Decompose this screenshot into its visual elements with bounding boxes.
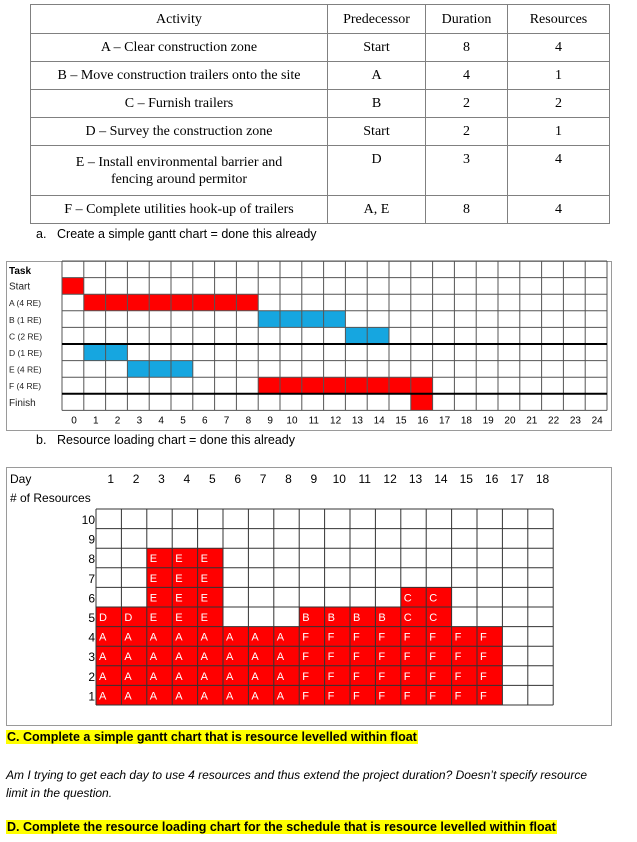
- resource-day-label: 2: [132, 472, 140, 486]
- gantt-day-label: 1: [93, 415, 99, 427]
- resource-cell-letter: E: [200, 572, 208, 585]
- item-b-text: Resource loading chart = done this already: [57, 433, 295, 447]
- resources-cell: 4: [508, 196, 610, 224]
- gantt-day-label: 13: [351, 415, 363, 427]
- resource-cell-letter: F: [378, 670, 386, 683]
- gantt-day-label: 11: [308, 415, 319, 427]
- resource-day-label: 9: [310, 472, 318, 486]
- gantt-task-label: D (1 RE): [9, 348, 43, 358]
- resource-cell-letter: F: [403, 690, 411, 703]
- gantt-task-label: C (2 RE): [9, 331, 43, 342]
- gantt-task-label: Finish: [9, 397, 36, 409]
- resource-cell-letter: F: [378, 631, 386, 644]
- gantt-day-label: 2: [114, 415, 121, 427]
- gantt-day-label: 12: [330, 415, 342, 427]
- gantt-task-label: B (1 RE): [9, 314, 42, 325]
- gantt-day-label: 15: [395, 415, 407, 427]
- resource-day-label: 18: [535, 472, 550, 486]
- resource-cell-letter: F: [353, 651, 360, 664]
- resource-cell-letter: F: [429, 690, 436, 703]
- resource-cell-letter: F: [403, 670, 411, 683]
- day-label: Day: [10, 472, 32, 486]
- resource-cell-letter: A: [226, 651, 234, 664]
- resource-day-label: 15: [459, 472, 473, 486]
- gantt-task-label: Start: [9, 281, 31, 293]
- resource-cell-letter: A: [149, 651, 158, 664]
- resource-cell-letter: F: [429, 670, 436, 683]
- resource-day-label: 8: [285, 472, 292, 486]
- duration-cell: 3: [426, 146, 508, 196]
- activity-cell: B – Move construction trailers onto the site: [31, 62, 328, 90]
- resource-day-label: 4: [183, 472, 191, 486]
- resource-cell-letter: E: [175, 572, 183, 585]
- resource-level-label: 5: [88, 611, 95, 625]
- resource-cell-letter: A: [200, 690, 208, 703]
- gantt-task-label: F (4 RE): [9, 381, 42, 392]
- gantt-day-label: 23: [569, 415, 581, 427]
- resource-cell-letter: A: [149, 690, 158, 703]
- resource-cell-letter: F: [454, 690, 462, 703]
- resource-day-label: 13: [408, 472, 423, 486]
- resources-cell: 2: [508, 90, 610, 118]
- resource-cell-letter: F: [327, 690, 335, 703]
- resource-cell-letter: C: [429, 612, 438, 624]
- resource-cell-letter: A: [251, 651, 259, 664]
- activity-cell: A – Clear construction zone: [31, 34, 328, 62]
- resource-cell-letter: A: [276, 670, 285, 683]
- resource-cell-letter: F: [353, 690, 360, 703]
- resource-cell-letter: A: [251, 631, 259, 644]
- resource-cell-letter: A: [99, 631, 107, 644]
- resource-cell-letter: A: [226, 690, 234, 703]
- predecessor-cell: B: [328, 90, 426, 118]
- gantt-day-label: 16: [417, 415, 429, 427]
- resource-cell-letter: A: [175, 631, 183, 644]
- resource-cell-letter: A: [99, 670, 107, 683]
- resource-cell-letter: A: [276, 690, 285, 703]
- gantt-day-label: 0: [71, 415, 77, 427]
- resource-cell-letter: A: [175, 670, 183, 683]
- gantt-day-label: 20: [504, 415, 516, 427]
- resource-cell-letter: F: [353, 670, 360, 683]
- activity-cell: F – Complete utilities hook-up of trailers: [31, 196, 328, 224]
- resource-cell-letter: E: [175, 592, 183, 605]
- predecessor-cell: D: [328, 146, 426, 196]
- resource-cell-letter: E: [175, 612, 183, 624]
- header-duration: Duration: [426, 5, 508, 34]
- header-resources: Resources: [508, 5, 610, 34]
- resource-cell-letter: B: [378, 612, 386, 624]
- resource-day-label: 10: [332, 472, 346, 486]
- resource-day-label: 17: [510, 472, 524, 486]
- resource-cell-letter: A: [175, 651, 183, 664]
- resource-cell-letter: A: [226, 670, 234, 683]
- resource-cell-letter: F: [353, 631, 360, 644]
- resource-cell-letter: B: [302, 612, 310, 624]
- activity-cell: C – Furnish trailers: [31, 90, 328, 118]
- resources-label: # of Resources: [10, 491, 91, 505]
- resource-cell-letter: F: [480, 651, 487, 664]
- resources-cell: 4: [508, 146, 610, 196]
- resource-cell-letter: A: [200, 651, 208, 664]
- resource-level-label: 9: [88, 532, 95, 547]
- predecessor-cell: Start: [328, 118, 426, 146]
- resource-day-label: 11: [358, 472, 371, 486]
- activity-line-1: E – Install environmental barrier and: [75, 154, 283, 170]
- duration-cell: 4: [426, 62, 508, 90]
- resource-cell-letter: E: [200, 612, 208, 624]
- resource-level-label: 2: [88, 669, 95, 684]
- gantt-day-label: 10: [286, 415, 298, 427]
- resource-cell-letter: A: [276, 631, 285, 644]
- resource-day-label: 3: [158, 472, 165, 486]
- resource-cell-letter: F: [429, 651, 436, 664]
- resource-cell-letter: A: [99, 690, 107, 703]
- resource-cell-letter: F: [378, 651, 386, 664]
- resource-cell-letter: A: [99, 651, 107, 664]
- resource-level-label: 10: [81, 513, 95, 527]
- resource-cell-letter: E: [149, 572, 158, 585]
- resource-level-label: 4: [88, 630, 95, 645]
- resource-day-label: 7: [259, 472, 267, 486]
- gantt-day-label: 14: [373, 415, 385, 427]
- resource-cell-letter: F: [327, 631, 335, 644]
- resource-cell-letter: F: [480, 631, 487, 644]
- resource-cell-letter: F: [327, 651, 335, 664]
- duration-cell: 8: [426, 196, 508, 224]
- item-d-text: D. Complete the resource loading chart for the schedule that is resource levelled within float: [7, 820, 556, 834]
- item-a-text: Create a simple gantt chart = done this already: [57, 227, 317, 241]
- resource-level-label: 6: [88, 591, 95, 606]
- gantt-day-label: 19: [482, 415, 494, 427]
- resource-cell-letter: B: [327, 612, 335, 624]
- gantt-day-label: 9: [267, 415, 273, 427]
- header-activity: Activity: [31, 5, 328, 34]
- activity-cell: D – Survey the construction zone: [31, 118, 328, 146]
- resource-day-label: 5: [208, 472, 216, 486]
- gantt-day-label: 24: [591, 415, 603, 427]
- duration-cell: 2: [426, 90, 508, 118]
- resource-day-label: 16: [485, 472, 499, 486]
- resource-cell-letter: F: [302, 670, 309, 683]
- resource-day-label: 1: [107, 472, 115, 486]
- resource-cell-letter: A: [149, 670, 158, 683]
- resource-cell-letter: A: [276, 651, 285, 664]
- resource-cell-letter: F: [480, 670, 487, 683]
- resource-cell-letter: A: [200, 670, 208, 683]
- gantt-day-label: 22: [548, 415, 560, 427]
- header-predecessor: Predecessor: [328, 5, 426, 34]
- gantt-day-label: 18: [460, 415, 472, 427]
- activity-line-2: fencing around permitor: [110, 171, 248, 187]
- gantt-day-label: 3: [136, 415, 143, 427]
- resource-cell-letter: A: [251, 670, 259, 683]
- gantt-day-label: 6: [202, 415, 208, 427]
- resource-cell-letter: F: [454, 631, 462, 644]
- resource-cell-letter: F: [403, 651, 411, 664]
- resource-cell-letter: E: [200, 592, 208, 605]
- resource-cell-letter: A: [200, 631, 208, 644]
- gantt-header-task: Task: [9, 266, 32, 277]
- question-note: Am I trying to get each day to use 4 resources and thus extend the project duration? Doesn’t specify resource limit in the question.: [6, 768, 587, 800]
- resource-cell-letter: F: [480, 690, 487, 703]
- predecessor-cell: A: [328, 62, 426, 90]
- resource-cell-letter: C: [403, 612, 412, 624]
- gantt-task-label: E (4 RE): [9, 364, 42, 375]
- resource-cell-letter: D: [99, 612, 107, 624]
- predecessor-cell: A, E: [328, 196, 426, 224]
- resources-cell: 1: [508, 62, 610, 90]
- resource-level-label: 1: [88, 689, 95, 704]
- resource-day-label: 12: [383, 472, 397, 486]
- resource-cell-letter: F: [378, 690, 386, 703]
- resource-cell-letter: A: [124, 631, 132, 644]
- item-a-marker: a.: [36, 227, 47, 241]
- resource-cell-letter: F: [454, 651, 462, 664]
- resource-cell-letter: E: [200, 553, 208, 566]
- resource-day-label: 6: [234, 472, 242, 486]
- resource-cell-letter: A: [226, 631, 234, 644]
- gantt-task-label: A (4 RE): [9, 298, 42, 309]
- resource-cell-letter: A: [175, 690, 183, 703]
- resource-cell-letter: F: [327, 670, 335, 683]
- resource-cell-letter: A: [149, 631, 158, 644]
- resource-cell-letter: F: [429, 631, 436, 644]
- resource-cell-letter: C: [429, 592, 438, 605]
- item-c-text: C. Complete a simple gantt chart that is resource levelled within float: [7, 730, 417, 744]
- resource-level-label: 8: [88, 552, 95, 567]
- resources-cell: 1: [508, 118, 610, 146]
- resource-level-label: 3: [88, 650, 95, 665]
- resource-cell-letter: B: [353, 612, 361, 624]
- resource-cell-letter: E: [149, 553, 158, 566]
- resource-cell-letter: A: [124, 690, 132, 703]
- duration-cell: 2: [426, 118, 508, 146]
- resource-cell-letter: E: [175, 553, 183, 566]
- resource-cell-letter: D: [124, 612, 133, 624]
- duration-cell: 8: [426, 34, 508, 62]
- item-b-marker: b.: [36, 433, 47, 447]
- resource-cell-letter: C: [403, 592, 412, 605]
- gantt-day-label: 17: [439, 415, 451, 427]
- resources-cell: 4: [508, 34, 610, 62]
- resource-cell-letter: A: [124, 670, 132, 683]
- gantt-day-label: 4: [158, 415, 164, 427]
- resource-cell-letter: F: [403, 631, 411, 644]
- gantt-day-label: 21: [526, 415, 538, 427]
- resource-day-label: 14: [434, 472, 448, 486]
- resource-cell-letter: F: [302, 690, 309, 703]
- gantt-day-label: 7: [223, 415, 230, 427]
- gantt-day-label: 5: [180, 415, 186, 427]
- resource-cell-letter: F: [302, 631, 309, 644]
- resource-cell-letter: E: [149, 612, 158, 624]
- predecessor-cell: Start: [328, 34, 426, 62]
- resource-cell-letter: A: [124, 651, 132, 664]
- resource-cell-letter: A: [251, 690, 259, 703]
- resource-cell-letter: E: [149, 592, 158, 605]
- resource-cell-letter: F: [302, 651, 309, 664]
- resource-level-label: 7: [88, 571, 95, 586]
- gantt-day-label: 8: [245, 415, 252, 427]
- resource-cell-letter: F: [454, 670, 462, 683]
